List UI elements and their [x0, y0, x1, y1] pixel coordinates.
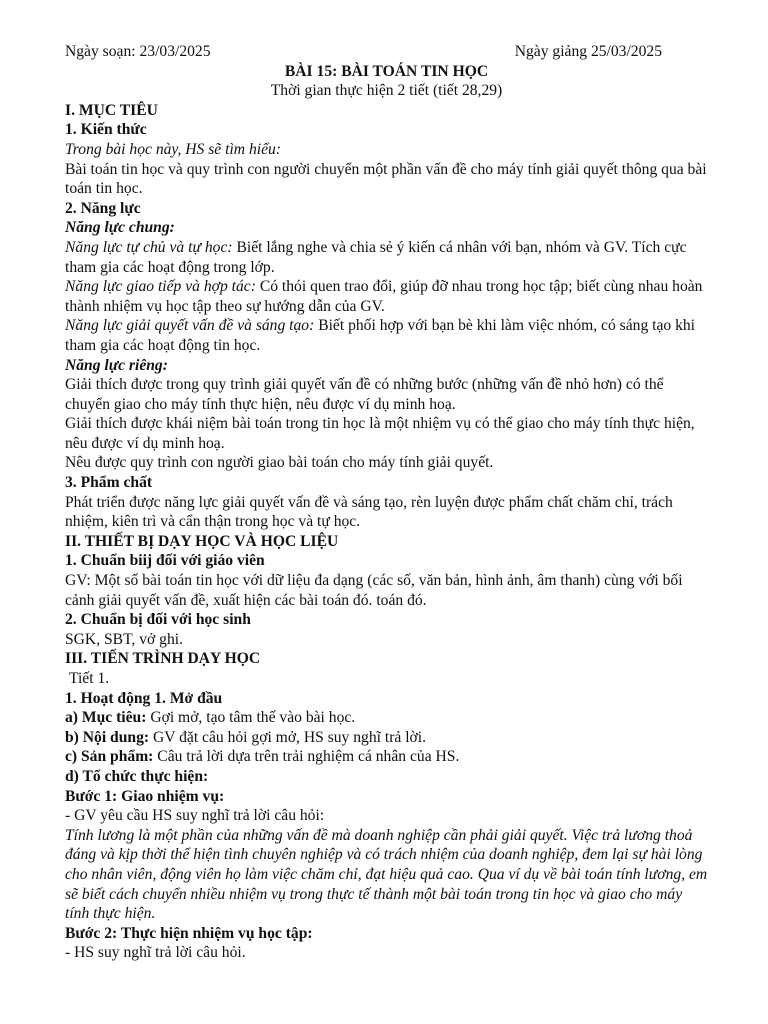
problem-solving-competence [65, 316, 708, 355]
date-row [65, 42, 708, 62]
problem-solving-text: Biết phối hợp với bạn bè khi làm việc nhóm, có sáng tạo khi tham gia các hoạt động tin học. [65, 317, 696, 354]
knowledge-heading: 1. Kiến thức [65, 121, 147, 139]
activity-heading: 1. Hoạt động 1. Mở đầu [65, 689, 223, 707]
section-process-heading: III. TIẾN TRÌNH DẠY HỌC [65, 650, 261, 668]
student-prep-text: SGK, SBT, vở ghi. [65, 630, 183, 648]
step1-question: Tính lương là một phần của những vấn đề mà doanh nghiệp cần phải giải quyết. Việc trả lương thoả đáng và kịp thời thể hiện tình chuyên nghiệp và có trách nhiệm của doanh nghiệp, đem lại sự hài lòng cho nhân viên, động viên họ làm việc chăm chỉ, đạt hiệu quả cao. Qua ví dụ về bài toán tính lương, em sẽ biết cách chuyển nhiều nhiệm vụ trong thực tế thành một bài toán trong tin học và giao cho máy tính thực hiện. [65, 826, 708, 923]
general-competence-heading: Năng lực chung: [65, 219, 175, 237]
knowledge-text: Bài toán tin học và quy trình con người chuyển một phần vấn đề cho máy tính giải quyết thông qua bài toán tin học. [65, 160, 707, 198]
activity-goal [65, 708, 708, 728]
lesson-duration: Thời gian thực hiện 2 tiết (tiết 28,29) [270, 82, 503, 100]
period-label: Tiết 1. [69, 670, 110, 687]
specific-competence-heading: Năng lực riêng: [65, 356, 168, 374]
communication-label: Năng lực giao tiếp và hợp tác: [65, 278, 256, 296]
content-label: b) Nội dung: [65, 728, 150, 746]
activity-product [65, 747, 708, 767]
date-prepared: Ngày soạn: 23/03/2025 [65, 43, 211, 60]
step2-text: - HS suy nghĩ trả lời câu hỏi. [65, 944, 246, 962]
step1-heading: Bước 1: Giao nhiệm vụ: [65, 787, 225, 805]
activity-content [65, 728, 708, 748]
section-objectives-heading: I. MỤC TIÊU [65, 101, 158, 119]
teacher-prep-text: GV: Một số bài toán tin học với dữ liệu đa dạng (các số, văn bản, hình ảnh, âm thanh) cùng với bối cảnh giải quyết vấn đề, xuất hiện các bài toán đó. toán đó. [65, 572, 683, 609]
student-prep-heading: 2. Chuẩn bị đối với học sinh [65, 611, 251, 629]
self-study-competence [65, 238, 708, 277]
quality-heading: 3. Phẩm chất [65, 474, 153, 492]
product-label: c) Sản phẩm: [65, 748, 154, 766]
self-study-text: Biết lắng nghe và chia sẻ ý kiến cá nhân với bạn, nhóm và GV. Tích cực tham gia các hoạt động trong lớp. [65, 238, 687, 276]
goal-label: a) Mục tiêu: [65, 709, 147, 727]
specific-competence-item: Giải thích được khái niệm bài toán trong tin học là một nhiệm vụ có thể giao cho máy tính thực hiện, nêu được ví dụ minh hoạ. [65, 415, 695, 452]
knowledge-intro: Trong bài học này, HS sẽ tìm hiểu: [65, 140, 281, 158]
goal-text: Gợi mở, tạo tâm thế vào bài học. [146, 709, 356, 727]
section-materials-heading: II. THIẾT BỊ DẠY HỌC VÀ HỌC LIỆU [65, 532, 339, 550]
communication-competence [65, 277, 708, 316]
organization-heading: d) Tổ chức thực hiện: [65, 767, 209, 785]
content-text: GV đặt câu hỏi gợi mở, HS suy nghĩ trả lời. [149, 728, 427, 746]
problem-solving-label: Năng lực giải quyết vấn đề và sáng tạo: [65, 317, 315, 335]
specific-competence-item: Nêu được quy trình con người giao bài toán cho máy tính giải quyết. [65, 454, 494, 472]
date-taught: Ngày giảng 25/03/2025 [514, 43, 662, 60]
competence-heading: 2. Năng lực [65, 199, 141, 217]
step2-heading: Bước 2: Thực hiện nhiệm vụ học tập: [65, 924, 313, 942]
step1-text: - GV yêu cầu HS suy nghĩ trả lời câu hỏi: [65, 807, 325, 825]
teacher-prep-heading: 1. Chuẩn biij đối với giáo viên [65, 552, 265, 570]
product-text: Câu trả lời dựa trên trải nghiệm cá nhân của HS. [153, 748, 460, 766]
specific-competence-item: Giải thích được trong quy trình giải quyết vấn đề có những bước (những vấn đề nhỏ hơn) có thể chuyển giao cho máy tính thực hiện, nêu được ví dụ minh hoạ. [65, 376, 664, 413]
self-study-label: Năng lực tự chủ và tự học: [65, 238, 233, 256]
communication-text: Có thói quen trao đổi, giúp đỡ nhau trong học tập; biết cùng nhau hoàn thành nhiệm vụ học tập theo sự hướng dẫn của GV. [65, 278, 703, 315]
quality-text: Phát triển được năng lực giải quyết vấn đề và sáng tạo, rèn luyện được phẩm chất chăm chỉ, trách nhiệm, kiên trì và cẩn thận trong học và tự học. [65, 493, 673, 531]
lesson-title: BÀI 15: BÀI TOÁN TIN HỌC [284, 62, 489, 80]
